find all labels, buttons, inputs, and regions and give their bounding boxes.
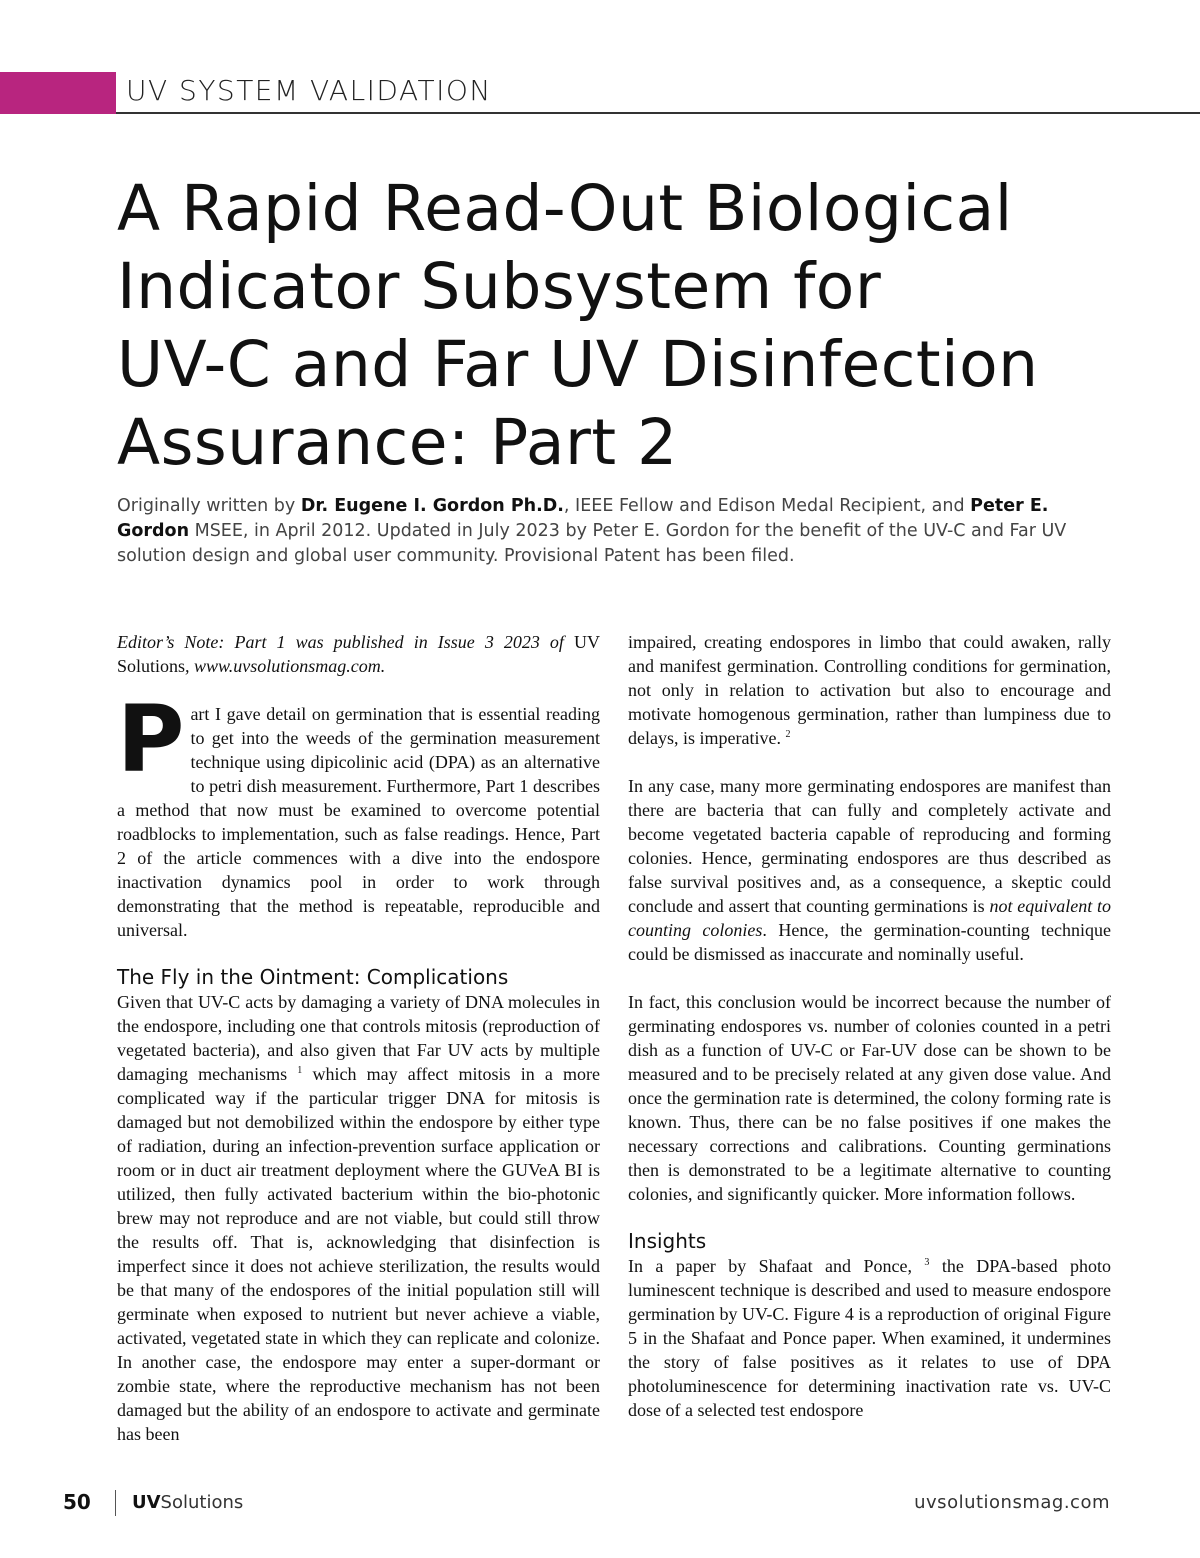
- footer-divider: [115, 1490, 116, 1516]
- section-heading: The Fly in the Ointment: Complications: [117, 965, 509, 989]
- body-paragraph: In fact, this conclusion would be incorrect because the number of germinating endospores vs. number of colonies counted in a petri dish as a function of UV-C or Far-UV dose can be shown to be measured and to be precisely related at any given dose value. And once the germination rate is determined, the colony forming rate is known. Thus, there can be no false positives if one makes the necessary corrections and calibrations. Counting germinations then is demonstrated to be a legitimate alternative to counting colonies, and significantly quicker. More information follows.: [628, 992, 1111, 1204]
- body-text: . Hence, the germination-counting technique could be dismissed as inaccurate and nominally useful.: [628, 920, 1111, 964]
- title-line: UV-C and Far UV Disinfection: [117, 328, 1039, 401]
- editors-note-publication: UV Solutions: [117, 632, 600, 676]
- intro-paragraph: [117, 686, 600, 942]
- right-column: [628, 630, 1111, 1422]
- body-text: Given that UV-C acts by damaging a variety of DNA molecules in the endospore, including one that controls mitosis (reproduction of vegetated bacteria), and also given that Far UV acts by multiple damaging mechanisms: [117, 992, 600, 1084]
- brand-rest: Solutions: [160, 1492, 244, 1513]
- body-text: impaired, creating endospores in limbo that could awaken, rally and manifest germination. Controlling conditions for germination, not only in relation to activation but also to encourage and motivate homogenous germination, rather than lumpiness due to delays, is imperative.: [628, 632, 1111, 748]
- body-paragraph: [117, 990, 600, 1446]
- byline-text: MSEE, in April 2012. Updated in July 2023 by Peter E. Gordon for the benefit of the UV-C and Far UV solution design and global user community. Provisional Patent has been filed.: [117, 521, 1067, 566]
- body-paragraph: [628, 630, 1111, 750]
- author-name: Peter E. Gordon: [117, 496, 1049, 541]
- body-text: In a paper by Shafaat and Ponce,: [628, 1256, 912, 1276]
- author-name: Dr. Eugene I. Gordon Ph.D.: [300, 496, 564, 516]
- body-paragraph: [628, 774, 1111, 966]
- footnote-ref: 2: [785, 729, 791, 740]
- page-number: 50: [63, 1490, 91, 1514]
- byline-text: , IEEE Fellow and Edison Medal Recipient, and: [563, 496, 971, 516]
- section-label: UV SYSTEM VALIDATION: [126, 74, 492, 107]
- magazine-url: uvsolutionsmag.com: [914, 1492, 1110, 1513]
- title-line: Indicator Subsystem for: [117, 250, 882, 323]
- footnote-ref: 1: [297, 1065, 303, 1076]
- byline-text: Originally written by: [117, 496, 301, 516]
- body-paragraph: [628, 1254, 1111, 1422]
- editors-note: [117, 630, 600, 678]
- body-text: which may affect mitosis in a more complicated way if the particular trigger DNA for mitosis is damaged but not demobilized within the endospore by either type of radiation, during an infection-prevention surface application or room or in duct air treatment deployment where the GUVeA BI is utilized, then fully activated bacterium within the bio-photonic brew may not reproduce and are not viable, but could still throw the results off. That is, acknowledging that disinfection is imperfect since it does not achieve sterilization, the results would be that many of the endospores of the initial population still will germinate when exposed to nutrient but never achieve a viable, activated, vegetated state in which they can replicate and colonize. In another case, the endospore may enter a super-dormant or zombie state, where the reproductive mechanism has not been damaged but the ability of an endospore to activate and germinate has been: [117, 1064, 601, 1444]
- footnote-ref: 3: [924, 1257, 930, 1268]
- section-divider: [116, 112, 1200, 114]
- editors-note-italic: Editor’s Note: Part 1 was published in Issue 3 2023 of: [117, 632, 574, 652]
- intro-text: art I gave detail on germination that is essential reading to get into the weeds of the germination measurement technique using dipicolinic acid (DPA) as an alternative to petri dish measurement. Furthermore, Part 1 describes a method that now must be examined to overcome potential roadblocks to implementation, such as false readings. Hence, Part 2 of the article commences with a dive into the endospore inactivation dynamics pool in order to work through demonstrating that the method is repeatable, reproducible and universal.: [117, 704, 600, 940]
- editors-note-url: , www.uvsolutionsmag.com.: [185, 656, 386, 676]
- drop-cap: P: [117, 686, 185, 793]
- title-line: Assurance: Part 2: [117, 406, 678, 479]
- section-accent-bar: [0, 72, 116, 114]
- left-column: [117, 630, 600, 1446]
- body-text: the DPA-based photo luminescent technique is described and used to measure endospore germination by UV-C. Figure 4 is a reproduction of original Figure 5 in the Shafaat and Ponce paper. When examined, it undermines the story of false positives as it relates to use of DPA photoluminescence for determining inactivation rate vs. UV-C dose of a selected test endospore: [628, 1256, 1112, 1420]
- byline: [117, 494, 1107, 569]
- section-heading: Insights: [628, 1229, 707, 1253]
- article-title: [117, 170, 1137, 482]
- magazine-brand: [132, 1492, 243, 1513]
- brand-bold: UV: [132, 1492, 161, 1513]
- title-line: A Rapid Read-Out Biological: [117, 172, 1013, 245]
- body-text: In any case, many more germinating endospores are manifest than there are bacteria that can fully and completely activate and become vegetated bacteria capable of reproducing and forming colonies. Hence, germinating endospores are thus described as false survival positives and, as a consequence, a skeptic could conclude and assert that counting germinations is: [628, 776, 1111, 916]
- emphasis-text: not equivalent to counting colonies: [628, 896, 1111, 940]
